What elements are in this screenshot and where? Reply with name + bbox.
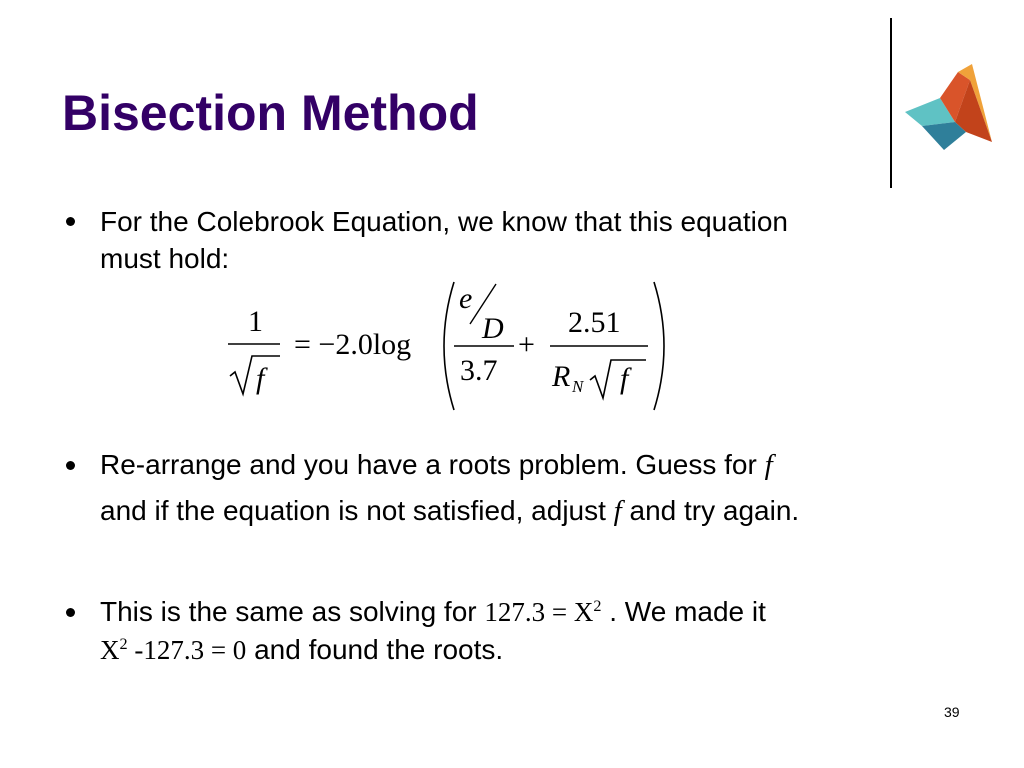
- eq-f: f: [620, 362, 629, 395]
- eq-coefficient-log: = −2.0log: [294, 328, 412, 361]
- bullet-3-text-2: . We made it: [601, 596, 766, 627]
- vertical-divider: [890, 18, 892, 188]
- matlab-logo-icon: [900, 60, 1000, 155]
- eq-N-subscript: N: [572, 377, 584, 396]
- bullet-2-var-f-1: f: [764, 449, 773, 481]
- bullet-1-line-1: For the Colebrook Equation, we know that this equation: [100, 206, 788, 237]
- bullet-3-math-2: $X^2$ -127.3 = 0: [100, 635, 247, 665]
- eq-D: D: [482, 312, 504, 345]
- bullet-2-text-3: and try again.: [621, 495, 800, 526]
- colebrook-equation: [222, 276, 672, 416]
- bullet-3-text-1: This is the same as solving for: [100, 596, 485, 627]
- eq-R: R: [552, 360, 571, 393]
- slide-title: Bisection Method: [62, 85, 479, 141]
- bullet-dot: [66, 461, 75, 470]
- bullet-2-text: [100, 442, 980, 534]
- bullet-3-math-1: $127.3 = X^2$: [484, 597, 602, 627]
- bullet-3-text: [100, 593, 980, 669]
- bullet-dot: [66, 608, 75, 617]
- eq-2-51: 2.51: [568, 306, 621, 339]
- bullet-2-var-f-2: f: [613, 495, 622, 527]
- eq-plus: +: [518, 328, 535, 361]
- bullet-2-text-1: Re-arrange and you have a roots problem. Guess for: [100, 449, 765, 480]
- bullet-3-text-3: and found the roots.: [246, 634, 504, 665]
- eq-lhs-denominator-f: f: [256, 362, 265, 395]
- bullet-dot: [66, 217, 75, 226]
- bullet-1-line-2: must hold:: [100, 243, 230, 274]
- bullet-2-text-2: and if the equation is not satisfied, adjust: [100, 495, 614, 526]
- page-number: 39: [944, 704, 960, 720]
- eq-e: e: [459, 282, 473, 315]
- eq-lhs-numerator: 1: [248, 305, 263, 338]
- eq-3-7: 3.7: [460, 354, 498, 387]
- bullet-1-text: [100, 203, 980, 277]
